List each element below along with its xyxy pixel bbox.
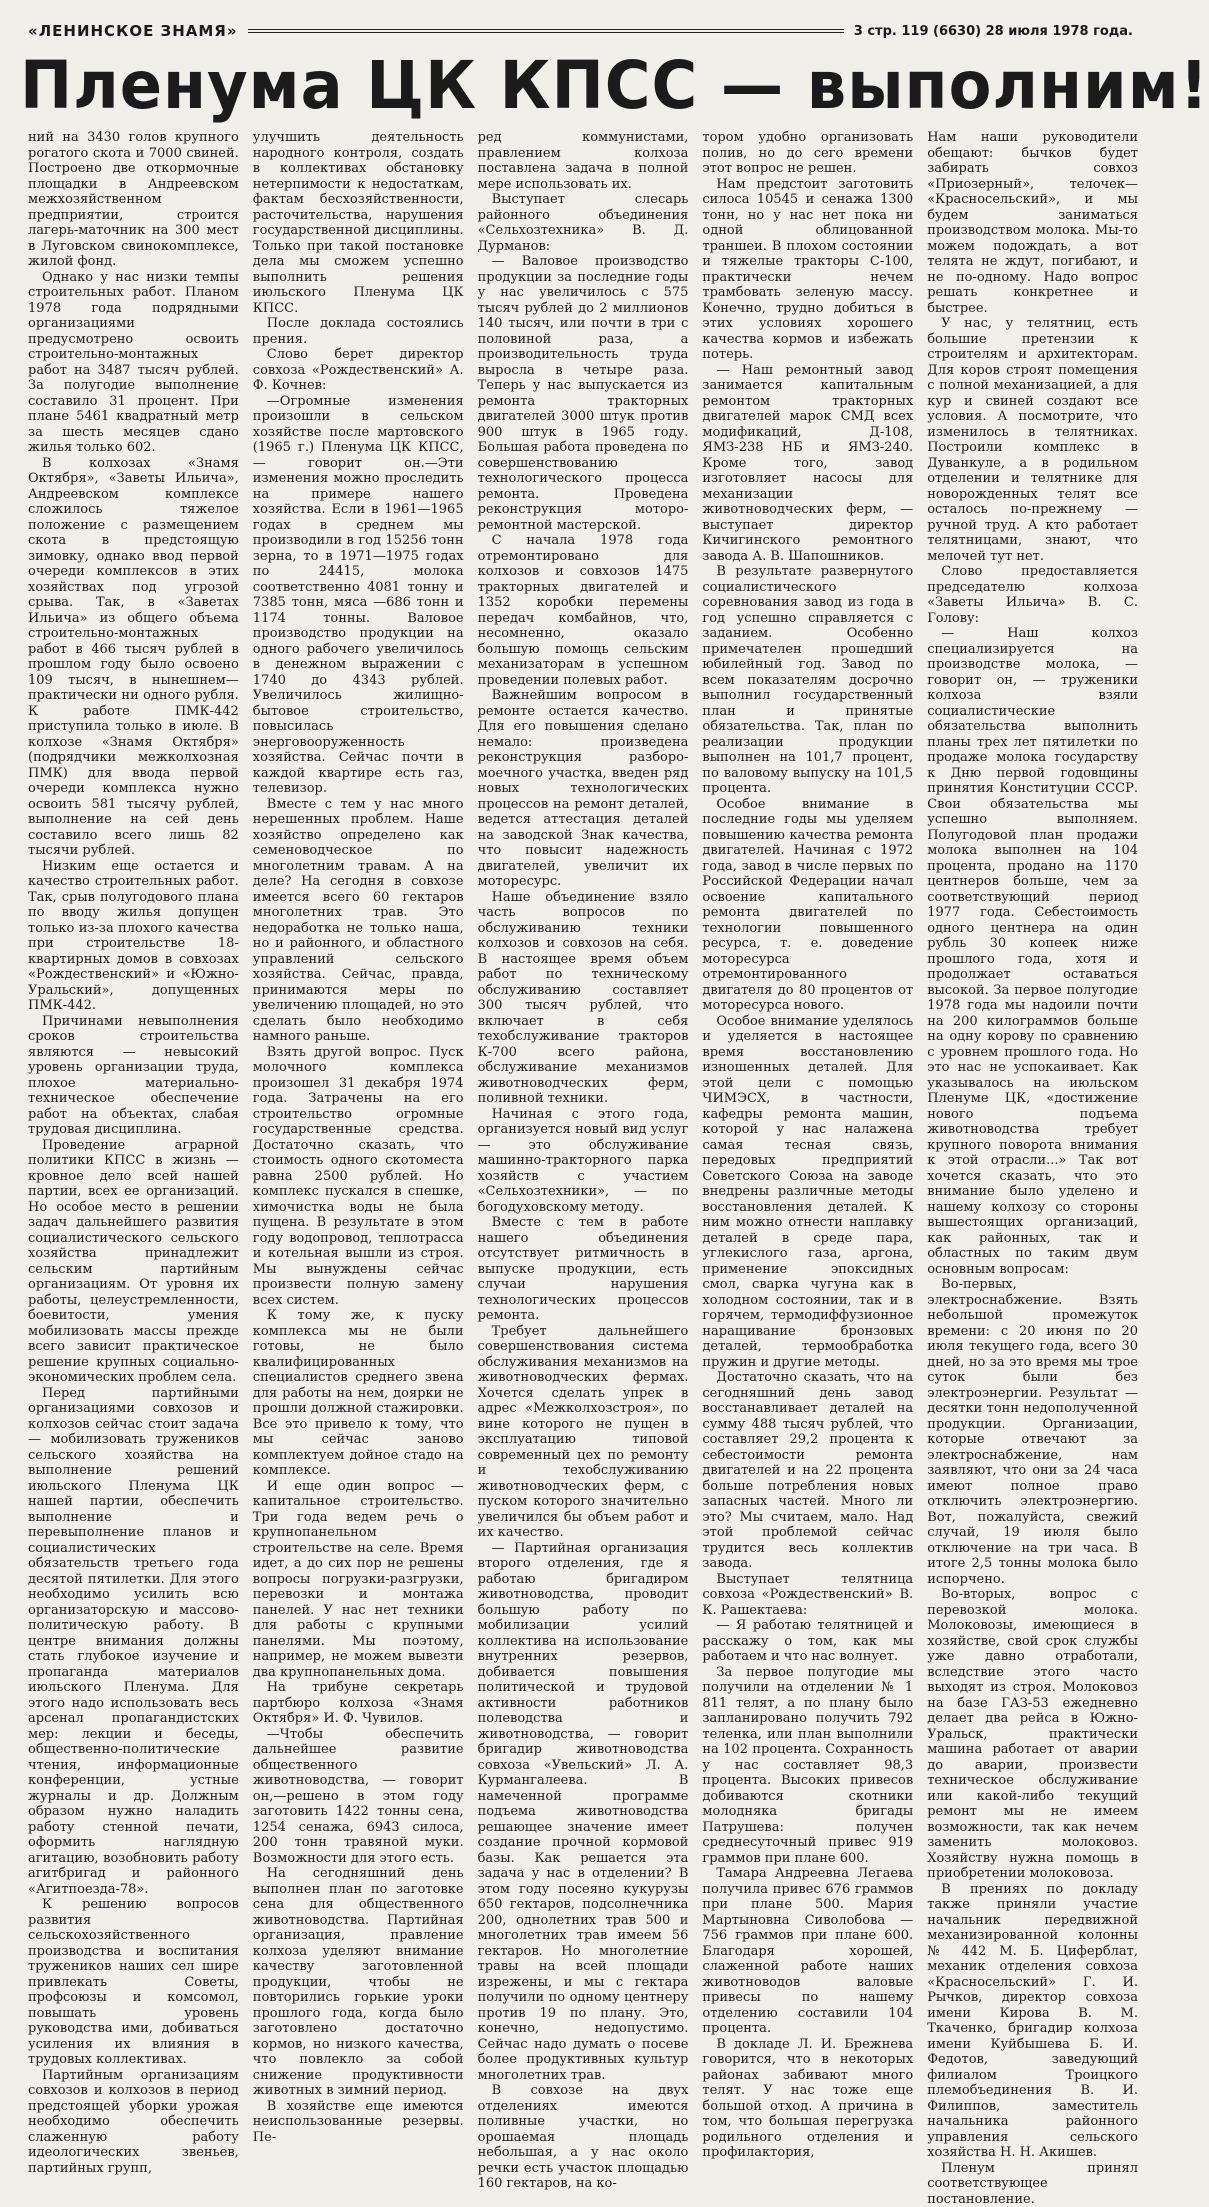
article-paragraph: На трибуне секретарь партбюро колхоза «Знамя Октября» И. Ф. Чувилов.	[253, 1680, 464, 1727]
article-paragraph: Слово предоставляется председателю колхоза «Заветы Ильича» В. С. Голову:	[927, 564, 1138, 626]
article-paragraph: Начиная с этого года, организуется новый вид услуг — это обслуживание машинно-тракторного парка хозяйств с участием «Сельхозтехники», — по богодуховскому методу.	[478, 1107, 689, 1216]
article-paragraph: Достаточно сказать, что на сегодняшний день завод восстанавливает деталей на сумму 488 тысяч рублей, что составляет 29,2 процента к себестоимости ремонта двигателей и на 22 процента больше потребления новых запасных частей. Много ли это? Мы считаем, мало. Над этой проблемой сейчас трудится весь коллектив завода.	[702, 1370, 913, 1572]
article-column-1	[28, 130, 239, 2207]
article-paragraph: Важнейшим вопросом в ремонте остается качество. Для его повышения сделано немало: произведена реконструкция разборо-моечного участка, введен ряд новых технологических процессов на ремонт деталей, ведется аттестация деталей на заводской Знак качества, что повысит надежность двигателей, увеличит их моторесурс.	[478, 688, 689, 890]
article-paragraph: ний на 3430 голов крупного рогатого скота и 7000 свиней. Построено две откормочные площадки в Андреевском межхозяйственном предприятии, строится лагерь-маточник на 300 мест в Луговском свинокомплексе, жилой фонд.	[28, 130, 239, 270]
article-column-3	[478, 130, 689, 2207]
article-paragraph: В колхозах «Знамя Октября», «Заветы Ильича», Андреевском комплексе сложилось тяжелое положение с размещением скота в предстоящую зимовку, однако ввод первой очереди комплексов в этих хозяйствах под угрозой срыва. Так, в «Заветах Ильича» из общего объема строительно-монтажных работ в 466 тысяч рублей в прошлом году было освоено 109 тысяч, в нынешнем— практически ни одного рубля. К работе ПМК-442 приступила только в июле. В колхозе «Знамя Октября» (подрядчики межколхозная ПМК) для ввода первой очереди комплекса нужно освоить 581 тысячу рублей, выполнение на сей день составило всего лишь 82 тысячи рублей.	[28, 456, 239, 859]
article-paragraph: Перед партийными организациями совхозов и колхозов сейчас стоит задача — мобилизовать тружеников сельского хозяйства на выполнение решений июльского Пленума ЦК нашей партии, обеспечить выполнение и перевыполнение планов и социалистических обязательств третьего года десятой пятилетки. Для этого необходимо усилить всю организаторскую и массово-политическую работу. В центре внимания должны стать глубокое изучение и пропаганда материалов июльского Пленума. Для этого надо использовать весь арсенал пропагандистских мер: лекции и беседы, общественно-политические чтения, информационные конференции, устные журналы и др. Должным образом нужно наладить работу стенной печати, оформить наглядную агитацию, возобновить работу агитбригад и районного «Агитпоезда-78».	[28, 1386, 239, 1898]
article-paragraph: Особое внимание уделялось и уделяется в настоящее время восстановлению изношенных деталей. Для этой цели с помощью ЧИМЭСХ, в частности, кафедры ремонта машин, которой у нас налажена самая тесная связь, передовых предприятий Советского Союза на заводе внедрены различные методы восстановления деталей. К ним можно отнести наплавку деталей в среде пара, углекислого газа, аргона, применение эпоксидных смол, сварка чугуна как в холодном состоянии, так и в горячем, термодиффузионное наращивание бронзовых деталей, термообработка пружин и другие методы.	[702, 1014, 913, 1371]
article-paragraph: Требует дальнейшего совершенствования система обслуживания механизмов на животноводческих фермах. Хочется сделать упрек в адрес «Межколхозстроя», по вине которого не пущен в эксплуатацию типовой современный цех по ремонту и техобслуживанию животноводческих ферм, с пуском которого значительно увеличился бы объем работ и их качество.	[478, 1324, 689, 1541]
article-paragraph: Нам наши руководители обещают: бычков будет забирать совхоз «Приозерный», телочек— «Красносельский», и мы будем заниматься производством молока. Мы-то можем подождать, а вот телята не ждут, погибают, и не по-одному. Надо вопрос решать конкретнее и быстрее.	[927, 130, 1138, 316]
article-paragraph: Тамара Андреевна Легаева получила привес 676 граммов при плане 500. Мария Мартыновна Сиволобова — 756 граммов при плане 600. Благодаря хорошей, слаженной работе наших животноводов валовые привесы по нашему отделению составили 104 процента.	[702, 1866, 913, 2037]
article-paragraph: После доклада состоялись прения.	[253, 316, 464, 347]
article-paragraph: Особое внимание в последние годы мы уделяем повышению качества ремонта двигателей. Начиная с 1972 года, завод в числе первых по Российской Федерации начал освоение капитального ремонта двигателей по технологии повышенного ресурса, т. е. доведение моторесурса отремонтированного двигателя до 80 процентов от моторесурса нового.	[702, 797, 913, 1014]
article-paragraph: Наше объединение взяло часть вопросов по обслуживанию техники колхозов и совхозов на себя. В настоящее время объем работ по техническому обслуживанию составляет 300 тысяч рублей, что включает в себя техобслуживание тракторов К-700 всего района, обслуживание механизмов животноводческих ферм, поливной техники.	[478, 890, 689, 1107]
article-paragraph: В хозяйстве еще имеются неиспользованные резервы. Пе-	[253, 2099, 464, 2146]
article-paragraph: И еще один вопрос — капитальное строительство. Три года ведем речь о крупнопанельном строительстве на селе. Время идет, а до сих пор не решены вопросы погрузки-разгрузки, перевозки и монтажа панелей. У нас нет техники для работы с крупными панелями. Мы поэтому, например, не можем вывезти два крупнопанельных дома.	[253, 1479, 464, 1681]
article-paragraph: На сегодняшний день выполнен план по заготовке сена для общественного животноводства. Партийная организация, правление колхоза уделяют внимание качеству заготовленной продукции, чтобы не повторились горькие уроки прошлого года, когда было заготовлено достаточно кормов, но низкого качества, что повлекло за собой снижение продуктивности животных в зимний период.	[253, 1866, 464, 2099]
article-paragraph: Во-первых, электроснабжение. Взять небольшой промежуток времени: с 20 июня по 20 июля текущего года, всего 30 дней, но за это время мы трое суток были без электроэнергии. Результат — десятки тонн недополученной продукции. Организации, которые отвечают за электроснабжение, нам заявляют, что они за 24 часа имеют полное право отключить электроэнергию. Вот, пожалуйста, свежий случай, 19 июля было отключение на три часа. В итоге 2,5 тонны молока было испорчено.	[927, 1277, 1138, 1587]
article-paragraph: Выступает слесарь районного объединения «Сельхозтехника» В. Д. Дурманов:	[478, 192, 689, 254]
article-paragraph: За первое полугодие мы получили на отделении № 1 811 телят, а по плану было запланировано получить 792 теленка, или план выполнили на 102 процента. Сохранность у нас составляет 98,3 процента. Высоких привесов добиваются скотники молодняка бригады Патрушева: получен среднесуточный привес 919 граммов при плане 600.	[702, 1665, 913, 1867]
article-paragraph: Проведение аграрной политики КПСС в жизнь — кровное дело всей нашей партии, всех ее организаций. Но особое место в решении задач дальнейшего развития социалистического сельского хозяйства принадлежит сельским партийным организациям. От уровня их работы, целеустремленности, боевитости, умения мобилизовать массы прежде всего зависит практическое решение крупных социально-экономических проблем села.	[28, 1138, 239, 1386]
article-column-5	[927, 130, 1138, 2207]
article-paragraph: Партийным организациям совхозов и колхозов в период предстоящей уборки урожая необходимо обеспечить слаженную работу идеологических звеньев, партийных групп,	[28, 2068, 239, 2177]
page-header	[28, 20, 1133, 42]
article-paragraph: — Наш колхоз специализируется на производстве молока, — говорит он, — труженики колхоза взяли социалистические обязательства выполнить планы трех лет пятилетки по продаже молока государству к Дню первой годовщины принятия Конституции СССР. Свои обязательства мы успешно выполняем. Полугодовой план продажи молока выполнен на 104 процента, продано на 1170 центнеров больше, чем за соответствующий период 1977 года. Себестоимость одного центнера на один рубль 30 копеек ниже прошлого года, хотя и продолжает оставаться высокой. За первое полугодие 1978 года мы надоили почти на 200 килограммов больше на одну корову по сравнению с уровнем прошлого года. Но это нас не успокаивает. Как указывалось на июльском Пленуме ЦК, «достижение нового подъема животноводства требует крупного поворота внимания к этой отрасли...» Так вот хочется сказать, что это внимание было уделено и нашему колхозу со стороны вышестоящих организаций, как районных, так и областных по таким двум основным вопросам:	[927, 626, 1138, 1277]
article-columns	[28, 130, 1138, 1690]
article-paragraph: улучшить деятельность народного контроля, создать в коллективах обстановку нетерпимости к недостаткам, фактам бесхозяйственности, расточительства, нарушения государственной дисциплины. Только при такой постановке дела мы сможем успешно выполнить решения июльского Пленума ЦК КПСС.	[253, 130, 464, 316]
article-paragraph: К решению вопросов развития сельскохозяйственного производства и воспитания тружеников наших сел шире привлекать Советы, профсоюзы и комсомол, повышать уровень руководства ими, добиваться усиления их влияния в трудовых коллективах.	[28, 1897, 239, 2068]
headline: Пленума ЦК КПСС — выполним!	[20, 46, 1076, 126]
article-paragraph: Причинами невыполнения сроков строительства являются — невысокий уровень организации труда, плохое материально-техническое обеспечение работ на объектах, слабая трудовая дисциплина.	[28, 1014, 239, 1138]
article-paragraph: —Огромные изменения произошли в сельском хозяйстве после мартовского (1965 г.) Пленума ЦК КПСС, — говорит он.—Эти изменения можно проследить на примере нашего хозяйства. Если в 1961—1965 годах в среднем мы производили в год 15256 тонн зерна, то в 1971—1975 годах по 24415, молока соответственно 4081 тонну и 7385 тонн, мяса —686 тонн и 1174 тонны. Валовое производство продукции на одного рабочего увеличилось в денежном выражении с 1740 до 4343 рублей. Увеличилось жилищно-бытовое строительство, повысилась энерговооруженность хозяйства. Сейчас почти в каждой квартире есть газ, телевизор.	[253, 394, 464, 797]
article-column-4	[702, 130, 913, 2207]
article-paragraph: Низким еще остается и качество строительных работ. Так, срыв полугодового плана по вводу жилья допущен только из-за плохого качества при строительстве 18-квартирных домов в совхозах «Рождественский» и «Южно-Уральский», допущенных ПМК-442.	[28, 859, 239, 1014]
article-paragraph: С начала 1978 года отремонтировано для колхозов и совхозов 1475 тракторных двигателей и 1352 коробки перемены передач комбайнов, что, несомненно, оказало большую помощь сельским механизаторам в успешном проведении полевых работ.	[478, 533, 689, 688]
article-paragraph: В прениях по докладу также приняли участие начальник передвижной механизированной колонны № 442 М. Б. Циферблат, механик отделения совхоза «Красносельский» Г. И. Рычков, директор совхоза имени Кирова В. М. Ткаченко, бригадир колхоза имени Куйбышева Б. И. Федотов, заведующий филиалом Троицкого племобъединения В. И. Филиппов, заместитель начальника районного управления сельского хозяйства Н. Н. Акишев.	[927, 1882, 1138, 2161]
article-paragraph: В совхозе на двух отделениях имеются поливные участки, но орошаемая площадь небольшая, а у нас около речки есть участок площадью 160 гектаров, на ко-	[478, 2083, 689, 2192]
article-paragraph: Вместе с тем у нас много нерешенных проблем. Наше хозяйство определено как семеноводческое по многолетним травам. А на деле? На сегодня в совхозе имеется всего 60 гектаров многолетних трав. Это недоработка не только наша, но и районного, и областного управлений сельского хозяйства. Сейчас, правда, принимаются меры по увеличению площадей, но это сделать было необходимо намного раньше.	[253, 797, 464, 1045]
article-paragraph: К тому же, к пуску комплекса мы не были готовы, не было квалифицированных специалистов среднего звена для работы на нем, доярки не прошли должной стажировки. Все это привело к тому, что мы сейчас заново комплектуем дойное стадо на комплексе.	[253, 1308, 464, 1479]
article-paragraph: — Валовое производство продукции за последние годы у нас увеличилось с 575 тысяч рублей до 2 миллионов 140 тысяч, или почти в три с половиной раза, а производительность труда выросла в четыре раза. Теперь у нас выпускается из ремонта тракторных двигателей 3000 штук против 900 штук в 1965 году. Большая работа проведена по совершенствованию технологического процесса ремонта. Проведена реконструкция моторо-ремонтной мастерской.	[478, 254, 689, 533]
article-paragraph: Вместе с тем в работе нашего объединения отсутствует ритмичность в выпуске продукции, есть случаи нарушения технологических процессов ремонта.	[478, 1215, 689, 1324]
article-paragraph: —Чтобы обеспечить дальнейшее развитие общественного животноводства, — говорит он,—решено в этом году заготовить 1422 тонны сена, 1254 сенажа, 6943 силоса, 200 тонн травяной муки. Возможности для этого есть.	[253, 1727, 464, 1867]
article-paragraph: Слово берет директор совхоза «Рождественский» А. Ф. Кочнев:	[253, 347, 464, 394]
article-paragraph: В результате развернутого социалистического соревнования завод из года в год успешно справляется с заданием. Особенно примечателен прошедший юбилейный год. Завод по всем показателям досрочно выполнил государственный план и принятые обязательства. Так, план по реализации продукции выполнен на 101,7 процент, по валовому выпуску на 101,5 процента.	[702, 564, 913, 797]
article-paragraph: ред коммунистами, правлением колхоза поставлена задача в полной мере использовать их.	[478, 130, 689, 192]
article-paragraph: В докладе Л. И. Брежнева говорится, что в некоторых районах забивают много телят. У нас тоже еще большой отход. А причина в том, что большая перегрузка родильного отделения и профилактория,	[702, 2037, 913, 2161]
article-paragraph: Взять другой вопрос. Пуск молочного комплекса произошел 31 декабря 1974 года. Затрачены на его строительство огромные государственные средства. Достаточно сказать, что стоимость одного скотоместа равна 2500 рублей. Но комплекс пускался в спешке, химочистка воды не была пущена. В результате в этом году водопровод, теплотрасса и котельная вышли из строя. Мы вынуждены сейчас произвести полную замену всех систем.	[253, 1045, 464, 1309]
article-paragraph: Во-вторых, вопрос с перевозкой молока. Молоковозы, имеющиеся в хозяйстве, свой срок службы уже давно отработали, вследствие этого часто выходят из строя. Молоковоз на базе ГАЗ-53 ежедневно делает два рейса в Южно-Уральск, практически машина работает от аварии до аварии, произвести техническое обслуживание или какой-либо текущий ремонт мы не имеем возможности, так как нечем заменить молоковоз. Хозяйству нужна помощь в приобретении молоковоза.	[927, 1587, 1138, 1882]
article-paragraph: Однако у нас низки темпы строительных работ. Планом 1978 года подрядными организациями предусмотрено освоить строительно-монтажных работ на 3487 тысяч рублей. За полугодие выполнение составило 31 процент. При плане 5461 квадратный метр за шесть месяцев сдано жилья только 602.	[28, 270, 239, 456]
article-paragraph: тором удобно организовать полив, но до сего времени этот вопрос не решен.	[702, 130, 913, 177]
article-column-2	[253, 130, 464, 2207]
article-paragraph: Выступает телятница совхоза «Рождественский» В. К. Рашектаева:	[702, 1572, 913, 1619]
article-paragraph: Нам предстоит заготовить силоса 10545 и сенажа 1300 тонн, но у нас нет пока ни одной облицованной траншеи. В плохом состоянии и тяжелые тракторы С-100, практически нечем трамбовать зеленую массу. Конечно, трудно добиться в этих условиях хорошего качества кормов и избежать потерь.	[702, 177, 913, 363]
article-paragraph: — Партийная организация второго отделения, где я работаю бригадиром животноводства, проводит большую работу по мобилизации усилий коллектива на использование внутренних резервов, добивается повышения политической и трудовой активности работников полеводства и животноводства, — говорит бригадир животноводства совхоза «Увельский» Л. А. Курмангалеева. В намеченной программе подъема животноводства решающее значение имеет создание прочной кормовой базы. Как решается эта задача у нас в отделении? В этом году посеяно кукурузы 650 гектаров, подсолнечника 200, однолетних трав 500 и многолетних трав имеем 56 гектаров. Но многолетние травы на всей площади изрежены, и мы с гектара получили по одному центнеру против 19 по плану. Это, конечно, недопустимо. Сейчас надо думать о посеве более продуктивных культур многолетних трав.	[478, 1541, 689, 2084]
header-rule	[248, 29, 844, 33]
article-paragraph: Пленум принял соответствующее постановление.	[927, 2161, 1138, 2207]
article-paragraph: У нас, у телятниц, есть большие претензии к строителям и архитекторам. Для коров строят помещения с полной механизацией, а для кур и свиней создают все условия. А посмотрите, что изменилось в телятниках. Построили комплекс в Дуванкуле, а в родильном отделении и телятнике для новорожденных телят все осталось по-прежнему — ручной труд. А кто работает телятницами, знают, что мелочей тут нет.	[927, 316, 1138, 564]
article-paragraph: — Наш ремонтный завод занимается капитальным ремонтом тракторных двигателей марок СМД всех модификаций, Д-108, ЯМЗ-238 НБ и ЯМЗ-240. Кроме того, завод изготовляет насосы для механизации животноводческих ферм, — выступает директор Кичигинского ремонтного завода А. В. Шапошников.	[702, 363, 913, 565]
article-paragraph: — Я работаю телятницей и расскажу о том, как мы работаем и что нас волнует.	[702, 1618, 913, 1665]
masthead: «ЛЕНИНСКОЕ ЗНАМЯ»	[28, 22, 238, 40]
issue-info: 3 стр. 119 (6630) 28 июля 1978 года.	[854, 24, 1133, 39]
